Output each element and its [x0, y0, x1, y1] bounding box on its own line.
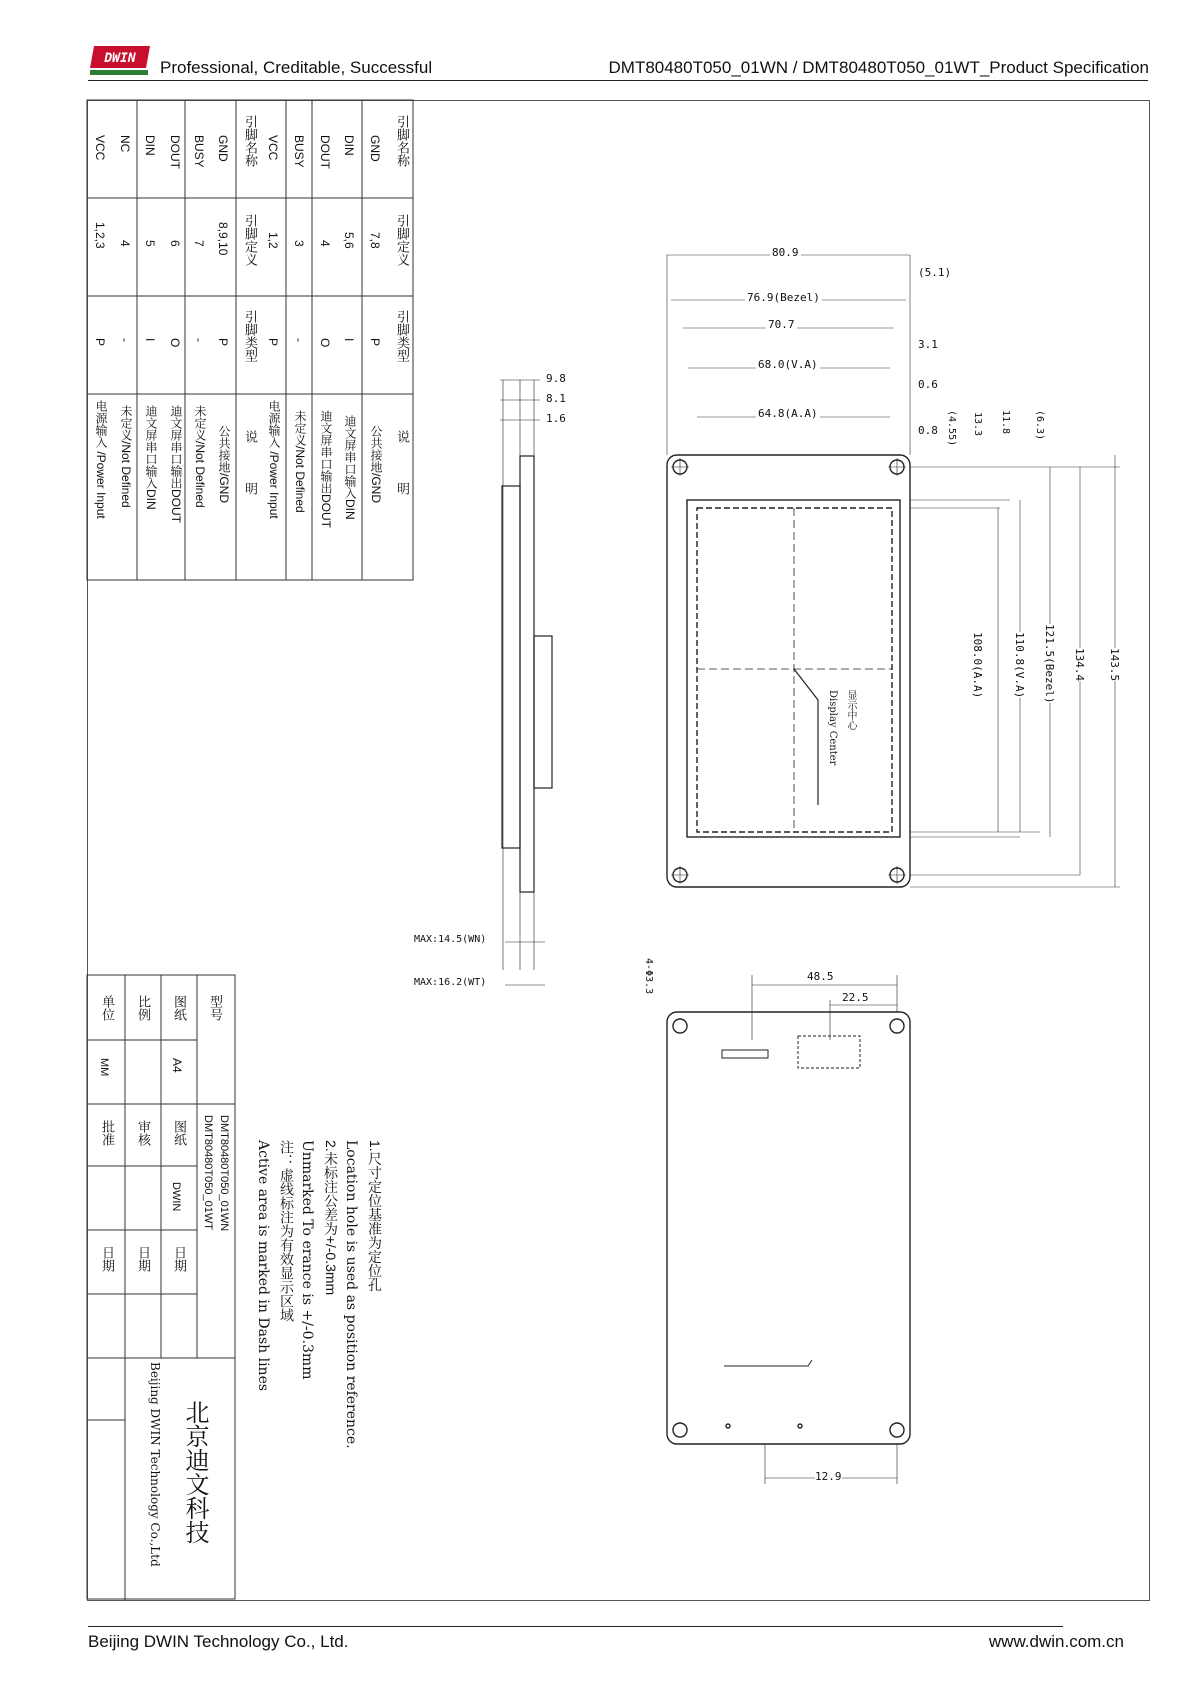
pin-table-1-row-1-def: 7,8 — [368, 232, 382, 249]
pin-table-1-row-4-desc: 未定义/Not Defined — [293, 410, 307, 513]
note-1-en: Location hole is used as position reference. — [343, 1140, 359, 1449]
dim-12-9: 12.9 — [815, 1470, 842, 1483]
footer-rule — [88, 1626, 1063, 1627]
dim-80-9: 80.9 — [772, 246, 799, 259]
pin-table-2-row-2-name: BUSY — [192, 135, 206, 168]
dim-3-1: 3.1 — [918, 338, 938, 351]
note-2-cn: 2.未标注公差为+/-0.3mm — [323, 1140, 339, 1296]
pin-table-2-header-name: 引脚名称 — [243, 115, 258, 167]
pin-table-1-row-2-type: I — [342, 338, 356, 342]
title-row-3-label-2: 批准 — [100, 1120, 115, 1146]
pin-table-1-row-3-def: 4 — [318, 240, 332, 247]
title-row-1-value-2: DWIN — [170, 1182, 182, 1212]
pin-table-2-row-4-desc: 迪文屏串口输入DIN — [144, 405, 158, 510]
note-3-en: Active area is marked in Dash lines — [255, 1140, 271, 1392]
pin-table-1-row-4-type: - — [292, 338, 306, 342]
pin-table-1-header-name: 引脚名称 — [395, 115, 410, 167]
pin-table-2-row-6-type: P — [93, 338, 107, 347]
pin-table-2-row-1-def: 8,9,10 — [216, 222, 230, 256]
title-model-label: 型号 — [208, 995, 223, 1021]
pin-table-2-row-3-desc: 迪文屏串口输出DOUT — [169, 405, 183, 523]
dim-0-8: 0.8 — [918, 424, 938, 437]
dim-76-9-bezel: 76.9(Bezel) — [747, 291, 820, 304]
note-2-en: Unmarked To erance is +/-0.3mm — [299, 1140, 315, 1380]
pin-table-2-header-type: 引脚类型 — [243, 310, 258, 362]
display-center-cn: 显示中心 — [845, 690, 856, 730]
pin-table-2-row-3-name: DOUT — [168, 135, 182, 169]
dim-max-wt: MAX:16.2(WT) — [414, 977, 487, 988]
pin-table-1-row-5-type: P — [266, 338, 280, 347]
title-row-2-label-3: 日期 — [136, 1246, 151, 1272]
title-row-2-label-1: 比例 — [136, 995, 151, 1021]
pin-table-1-row-5-desc: 电源输入 /Power Input — [267, 400, 281, 519]
footer-company: Beijing DWIN Technology Co., Ltd. — [88, 1632, 349, 1651]
pin-table-2-row-1-type: P — [216, 338, 230, 347]
dim-5-1: (5.1) — [918, 266, 952, 279]
dim-64-8-aa: 64.8(A.A) — [758, 407, 818, 420]
dim-11-8: 11.8 — [1000, 410, 1011, 435]
header-tagline: Professional, Creditable, Successful — [160, 58, 433, 77]
pin-table-2-row-1-desc: 公共接地/GND — [217, 425, 231, 503]
dim-side-8-1: 8.1 — [546, 392, 566, 405]
pin-table-1-header-def: 引脚定义 — [395, 214, 410, 266]
pin-table-1-row-5-def: 1,2 — [266, 232, 280, 249]
title-company-cn: 北京迪文科技 — [181, 1400, 209, 1544]
pin-table-1-row-1-name: GND — [368, 135, 382, 162]
title-model-value-2: DMT80480T050_01WT — [202, 1115, 214, 1230]
title-model-value-1: DMT80480T050_01WN — [218, 1115, 230, 1232]
pin-table-2-row-4-type: I — [143, 338, 157, 342]
pin-table-2-row-1-name: GND — [216, 135, 230, 162]
dim-max-wn: MAX:14.5(WN) — [414, 934, 487, 945]
pin-table-2-row-4-def: 5 — [143, 240, 157, 247]
pin-table-2-row-6-name: VCC — [93, 135, 107, 161]
pin-table-2-row-6-def: 1,2,3 — [93, 222, 107, 249]
pin-table-1-row-2-def: 5,6 — [342, 232, 356, 249]
pin-table-2-row-5-desc: 未定义/Not Defined — [119, 405, 133, 508]
dim-22-5: 22.5 — [842, 991, 869, 1004]
pin-table-2-row-2-desc: 未定义/Not Defined — [193, 405, 207, 508]
pin-table-1-row-3-name: DOUT — [318, 135, 332, 169]
pin-table-2-row-6-desc: 电源输入 /Power Input — [94, 400, 108, 519]
title-row-1-label-3: 日期 — [172, 1246, 187, 1272]
pin-table-1-row-3-desc: 迪文屏串口输出DOUT — [319, 410, 333, 528]
pin-table-2-row-5-def: 4 — [118, 240, 132, 247]
dim-13-3: 13.3 — [972, 412, 983, 437]
dim-side-9-8: 9.8 — [546, 372, 566, 385]
header-doc-title: DMT80480T050_01WN / DMT80480T050_01WT_Product Specification — [608, 58, 1149, 77]
dim-143-5: 143.5 — [1108, 648, 1121, 682]
dim-110-8-va: 110.8(V.A) — [1013, 632, 1026, 699]
dim-holes: 4-Φ3.3 — [643, 958, 654, 995]
title-row-1-value-1: A4 — [170, 1058, 184, 1073]
note-3-cn: 注：虚线标注为有效显示区域 — [279, 1140, 295, 1322]
pin-table-2-row-3-type: O — [168, 338, 182, 348]
dim-side-1-6: 1.6 — [546, 412, 566, 425]
pin-table-1-row-4-def: 3 — [292, 240, 306, 247]
dim-4-55: (4.55) — [946, 410, 957, 447]
pin-table-1-header-desc: 说 明 — [395, 430, 410, 495]
dim-0-6: 0.6 — [918, 378, 938, 391]
pin-table-2-header-desc: 说 明 — [243, 430, 258, 495]
pin-table-1-row-2-name: DIN — [342, 135, 356, 156]
pin-table-1-row-3-type: O — [318, 338, 332, 348]
title-company-en: Beijing DWIN Technology Co.,Ltd — [148, 1362, 162, 1567]
pin-table-2-row-5-name: NC — [118, 135, 132, 153]
pin-table-2-row-5-type: - — [118, 338, 132, 342]
title-row-3-value-1: MM — [98, 1058, 110, 1077]
title-row-1-label-1: 图纸 — [172, 995, 187, 1021]
pin-table-1-header-type: 引脚类型 — [395, 310, 410, 362]
footer-website[interactable]: www.dwin.com.cn — [988, 1632, 1124, 1651]
dim-121-5-bezel: 121.5(Bezel) — [1043, 624, 1056, 704]
pin-table-1-row-5-name: VCC — [266, 135, 280, 161]
dim-70-7: 70.7 — [768, 318, 795, 331]
dim-108-0-aa: 108.0(A.A) — [971, 632, 984, 699]
title-row-3-label-1: 单位 — [100, 995, 115, 1021]
pin-table-2-row-2-type: - — [192, 338, 206, 342]
dim-68-0-va: 68.0(V.A) — [758, 358, 818, 371]
display-center-en: Display Center — [827, 690, 838, 766]
pin-table-1-row-1-desc: 公共接地/GND — [369, 425, 383, 503]
title-row-2-label-2: 审核 — [136, 1120, 151, 1146]
pin-table-2-row-4-name: DIN — [143, 135, 157, 156]
dim-6-3: (6.3) — [1034, 410, 1045, 441]
pin-table-2-row-3-def: 6 — [168, 240, 182, 247]
pin-table-1-row-2-desc: 迪文屏串口输入DIN — [343, 415, 357, 520]
pin-table-1-row-4-name: BUSY — [292, 135, 306, 168]
note-1-cn: 1.尺寸定位基准为定位孔 — [367, 1140, 383, 1292]
title-row-3-label-3: 日期 — [100, 1246, 115, 1272]
title-row-1-label-2: 图纸 — [172, 1120, 187, 1146]
svg-text:DWIN: DWIN — [104, 51, 136, 66]
dim-48-5: 48.5 — [807, 970, 834, 983]
pin-table-1-row-1-type: P — [368, 338, 382, 347]
pin-table-2-header-def: 引脚定义 — [243, 214, 258, 266]
pin-table-2-row-2-def: 7 — [192, 240, 206, 247]
dim-134-4: 134.4 — [1073, 648, 1086, 682]
